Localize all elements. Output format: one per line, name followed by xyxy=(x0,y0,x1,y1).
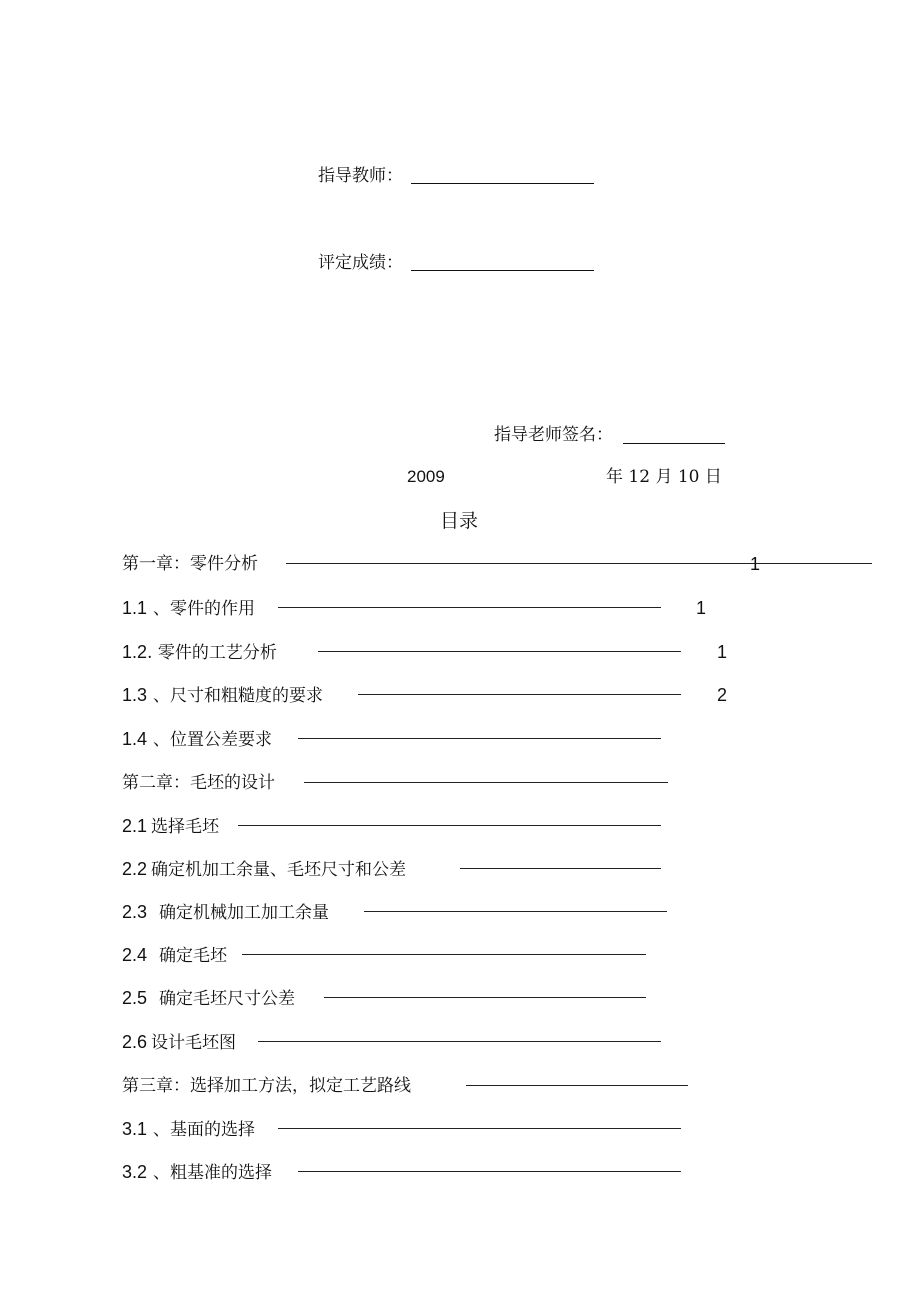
toc-leader xyxy=(466,1085,688,1086)
toc-item[interactable] xyxy=(122,815,219,837)
toc-item-number: 3.1 xyxy=(122,1119,148,1139)
toc-leader xyxy=(298,1171,681,1172)
toc-item[interactable] xyxy=(122,944,227,966)
signature-blank-line[interactable] xyxy=(623,443,725,444)
toc-item-title: 设计毛坯图 xyxy=(151,1033,237,1053)
toc-leader xyxy=(286,563,872,564)
date-month-day: 年 12 月 10 日 xyxy=(606,467,722,487)
toc-leader xyxy=(258,1041,661,1042)
toc-item-number: 3.2 xyxy=(122,1162,148,1182)
toc-item[interactable] xyxy=(122,641,277,663)
toc-item-number: 1.1 xyxy=(122,598,148,618)
toc-item-title: . 零件的工艺分析 xyxy=(147,643,277,663)
toc-item[interactable] xyxy=(122,1118,255,1140)
toc-item-number: 2.5 xyxy=(122,988,148,1008)
toc-item-title: 选择毛坯 xyxy=(151,817,220,837)
toc-item[interactable] xyxy=(122,1031,236,1053)
toc-item-title: 、粗基准的选择 xyxy=(153,1163,273,1183)
toc-leader xyxy=(304,782,668,783)
toc-item-title: 第二章：毛坯的设计 xyxy=(122,773,275,793)
toc-item-page: 1 xyxy=(750,554,761,574)
toc-item-title: 、基面的选择 xyxy=(153,1120,256,1140)
toc-item-number: 1.3 xyxy=(122,685,148,705)
toc-item-title: 、位置公差要求 xyxy=(153,730,273,750)
toc-item[interactable] xyxy=(122,901,329,923)
advisor-label: 指导教师： xyxy=(318,166,403,186)
toc-item[interactable] xyxy=(122,772,275,794)
toc-leader xyxy=(242,954,646,955)
toc-item-title: 、尺寸和粗糙度的要求 xyxy=(153,686,324,706)
toc-item-number: 1.2 xyxy=(122,642,148,662)
toc-item[interactable] xyxy=(122,597,255,619)
toc-item[interactable] xyxy=(122,987,295,1009)
toc-leader xyxy=(358,694,681,695)
toc-item-title: 第三章：选择加工方法，拟定工艺路线 xyxy=(122,1076,411,1096)
toc-item[interactable] xyxy=(122,1161,272,1183)
toc-item-title: 第一章：零件分析 xyxy=(122,554,258,574)
toc-item-number: 1.4 xyxy=(122,729,148,749)
toc-item[interactable] xyxy=(122,553,762,575)
toc-item-number: 2.2 xyxy=(122,859,148,879)
toc-item[interactable] xyxy=(122,1075,411,1097)
grade-label: 评定成绩： xyxy=(318,253,403,273)
toc-item-title: 、零件的作用 xyxy=(153,599,256,619)
signature-label: 指导老师签名： xyxy=(494,425,613,445)
toc-leader xyxy=(298,738,661,739)
toc-item-number: 2.1 xyxy=(122,816,148,836)
toc-item-title: 确定机械加工加工余量 xyxy=(159,903,330,923)
toc-item[interactable] xyxy=(122,858,406,880)
date-year: 2009 xyxy=(407,467,445,486)
toc-item-number: 2.3 xyxy=(122,902,148,922)
toc-item[interactable] xyxy=(122,684,323,706)
toc-leader xyxy=(278,607,661,608)
toc-item-number: 2.6 xyxy=(122,1032,148,1052)
toc-item-title: 确定毛坯尺寸公差 xyxy=(159,989,296,1009)
toc-item-page: 2 xyxy=(717,685,728,705)
toc-leader xyxy=(324,997,646,998)
advisor-blank-line[interactable] xyxy=(411,183,594,184)
toc-leader xyxy=(278,1128,681,1129)
toc-leader xyxy=(238,825,661,826)
toc-item-number: 2.4 xyxy=(122,945,148,965)
toc-title: 目录 xyxy=(440,510,479,532)
toc-item-title: 确定机加工余量、毛坯尺寸和公差 xyxy=(151,860,407,880)
toc-item-title: 确定毛坯 xyxy=(159,946,228,966)
toc-item-page: 1 xyxy=(696,598,707,618)
toc-leader xyxy=(318,651,681,652)
grade-blank-line[interactable] xyxy=(411,270,594,271)
toc-item[interactable] xyxy=(122,728,272,750)
toc-leader xyxy=(460,868,661,869)
toc-item-page: 1 xyxy=(717,642,728,662)
toc-leader xyxy=(364,911,667,912)
